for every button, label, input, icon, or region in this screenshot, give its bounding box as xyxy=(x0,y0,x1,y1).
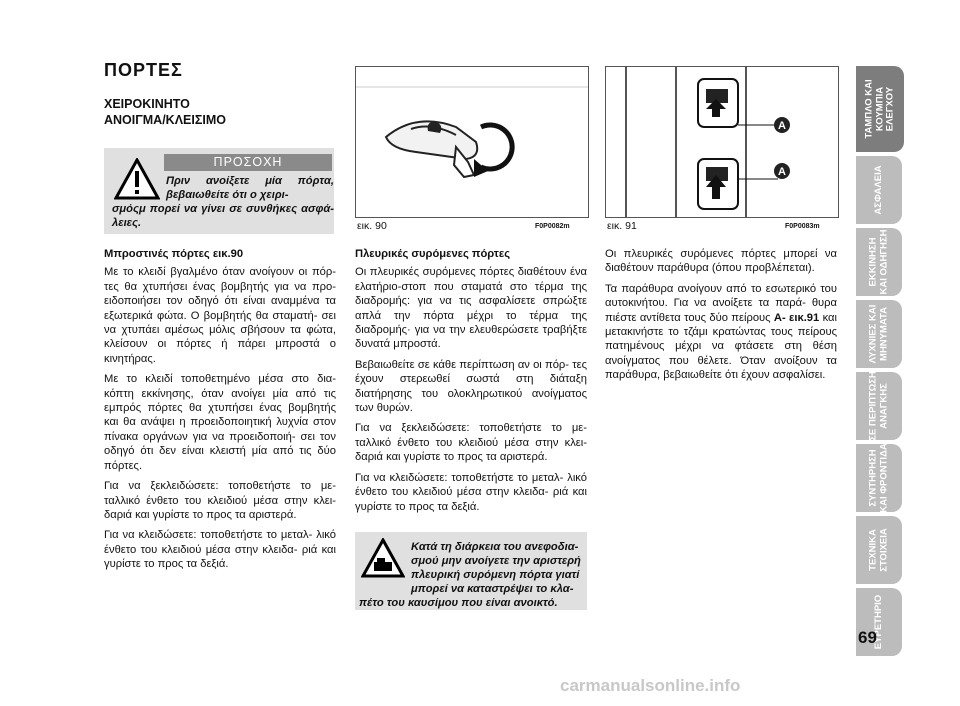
col3-paragraph xyxy=(605,282,837,383)
tab-safety[interactable]: ΑΣΦΑΛΕΙΑ xyxy=(856,156,902,224)
tab-technical-data[interactable]: ΤΕΧΝΙΚΑ ΣΤΟΙΧΕΙΑ xyxy=(856,516,902,584)
tab-starting-driving[interactable]: ΕΚΚΙΝΗΣΗ ΚΑΙ ΟΔΗΓΗΣΗ xyxy=(856,228,902,296)
tab-dashboard[interactable]: ΤΑΜΠΛΟ ΚΑΙ ΚΟΥΜΠΙΑ ΕΛΕΓΧΟΥ xyxy=(856,66,904,152)
refuel-warning-rest: πέτο του καυσίμου που είναι ανοικτό. xyxy=(359,597,558,609)
col3-text: και μετακινήστε το τζάμι κρατώντας τους πείρους πατημένους μέχρι να φτάσετε στη θέση ανοίγματος που θέλετε. Όταν ανοίξουν τα παράθυρα, βεβαιωθείτε ότι έχουν ασφαλίσει. xyxy=(605,311,837,382)
figure-90 xyxy=(355,66,589,218)
subtitle: ΧΕΙΡΟΚΙΝΗΤΟ ΑΝΟΙΓΜΑ/ΚΛΕΙΣΙΜΟ xyxy=(104,97,226,127)
refuel-warning-first: Κατά τη διάρκεια του ανεφοδια- σμού μην ανοίγετε την αριστερή πλευρική συρόμενη πόρτα γιατί μπορεί να καταστρέψει το κλα- xyxy=(411,541,581,595)
sliding-window-illustration xyxy=(606,67,838,217)
warning-text-rest: σμόςμ πορεί να γίνει σε συνθήκες ασφά- λειες. xyxy=(112,203,334,229)
fig90-code: F0P0082m xyxy=(535,223,570,230)
fig-reference: A- εικ.91 xyxy=(773,311,820,324)
col1-paragraph: Για να ξεκλειδώσετε: τοποθετήστε το με- ταλλικό ένθετο του κλειδιού μέσα στην κλει- δαριά και γυρίστε το προς τα αριστερά. xyxy=(104,480,336,521)
figure-91 xyxy=(605,66,839,218)
tab-emergency[interactable]: ΣΕ ΠΕΡΙΠΤΩΣΗ ΑΝΑΓΚΗΣ xyxy=(856,372,902,440)
col2-paragraph: Για να ξεκλειδώσετε: τοποθετήστε το με- ταλλικό ένθετο του κλειδιού μέσα στην κλει- δαριά και γυρίστε το προς τα αριστερά. xyxy=(355,422,587,464)
col2-paragraph: Για να κλειδώσετε: τοποθετήστε το μεταλ- λικό ένθετο του κλειδιού μέσα στην κλειδα- ριά και γυρίστε το προς τα δεξιά. xyxy=(355,471,587,513)
col2-paragraph: Οι πλευρικές συρόμενες πόρτες διαθέτουν ένα ελατήριο-στοπ που σταματά στο τέρμα της διαδρομής: για να τις ασφαλίσετε σπρώξτε απλά την πόρτα μέχρι το τέρμα της διαδρομής· για να την ελευθερώσετε τραβήξτε δυνατά μπροστά. xyxy=(355,266,587,351)
tab-maintenance[interactable]: ΣΥΝΤΗΡΗΣΗ ΚΑΙ ΦΡΟΝΤΙΔΑ xyxy=(856,444,902,512)
warning-tag: ΠΡΟΣΟΧΗ xyxy=(164,154,332,171)
fig90-caption: εικ. 90 xyxy=(357,220,387,232)
col1-heading: Μπροστινές πόρτες εικ.90 xyxy=(104,248,244,260)
label-a-bottom: A xyxy=(778,166,786,178)
section-title: ΠΟΡΤΕΣ xyxy=(104,60,183,80)
column-2 xyxy=(355,247,587,520)
column-1 xyxy=(104,247,336,578)
col2-paragraph: Βεβαιωθείτε σε κάθε περίπτωση αν οι πόρ- τες έχουν στερεωθεί σωστά στη διάταξη διατήρησης του ολοκληρωτικού ανοίγματος των θυρών. xyxy=(355,358,587,415)
watermark: carmanualsonline.info xyxy=(560,676,741,695)
warning-text-first: Πριν ανοίξετε μία πόρτα, βεβαιωθείτε ότι ο χειρι- xyxy=(166,175,334,201)
warning-text xyxy=(112,174,334,230)
page-number: 69 xyxy=(858,628,877,647)
col3-text: Τα παράθυρα ανοίγουν από το εσωτερικό του αυτοκινήτου. Για να ανοίξετε τα παρά- θυρα πιέστε αντίθετα τους δύο πείρους xyxy=(605,282,837,324)
col1-paragraph: Με το κλειδί τοποθετημένο μέσα στο δια- κόπτη εκκίνησης, όταν ανοίγει μία από τις εμπρός πόρτες θα χτυπήσει ένας βομβητής και θα ανάψει η προειδοποιητική λυχνία στον πίνακα οργάνων για να προειδοποιή- σει τον οδηγό ότι δεν είναι κλειστή μία από τις δύο πόρτες. xyxy=(104,373,336,472)
tab-lights-messages[interactable]: ΛΥΧΝΙΕΣ ΚΑΙ ΜΗΝΥΜΑΤΑ xyxy=(856,300,902,368)
col1-paragraph: Για να κλειδώσετε: τοποθετήστε το μεταλ- λικό ένθετο του κλειδιού μέσα στην κλειδα- ριά και γυρίστε το προς τα δεξιά. xyxy=(104,529,336,571)
col3-paragraph: Οι πλευρικές συρόμενες πόρτες μπορεί να διαθέτουν παράθυρα (όπου προβλέπεται). xyxy=(605,248,837,275)
refuel-warning-text xyxy=(359,540,585,610)
col2-heading: Πλευρικές συρόμενες πόρτες xyxy=(355,248,511,260)
column-3 xyxy=(605,247,837,389)
fig91-code: F0P0083m xyxy=(785,223,820,230)
door-handle-illustration xyxy=(356,67,588,217)
fig91-caption: εικ. 91 xyxy=(607,220,637,232)
col1-paragraph: Με το κλειδί βγαλμένο όταν ανοίγουν οι πόρ- τες θα χτυπήσει ένας βομβητής για να προ- ειδοποιήσει τον οδηγό ότι είναι αναμμένα τα εξωτερικά φώτα. Ο βομβητής θα σταματή- σει να χτυπάει αμέσως μόλις σβήσουν τα φώτα, κλείσουν οι πόρτες ή πάρει μπροστά ο κινητήρας. xyxy=(104,266,336,365)
warning-box xyxy=(104,148,334,234)
refuel-warning-box xyxy=(355,532,587,610)
label-a-top: A xyxy=(778,120,786,132)
tab-index[interactable]: ΕΥΡΕΤΗΡΙΟ xyxy=(856,588,902,656)
